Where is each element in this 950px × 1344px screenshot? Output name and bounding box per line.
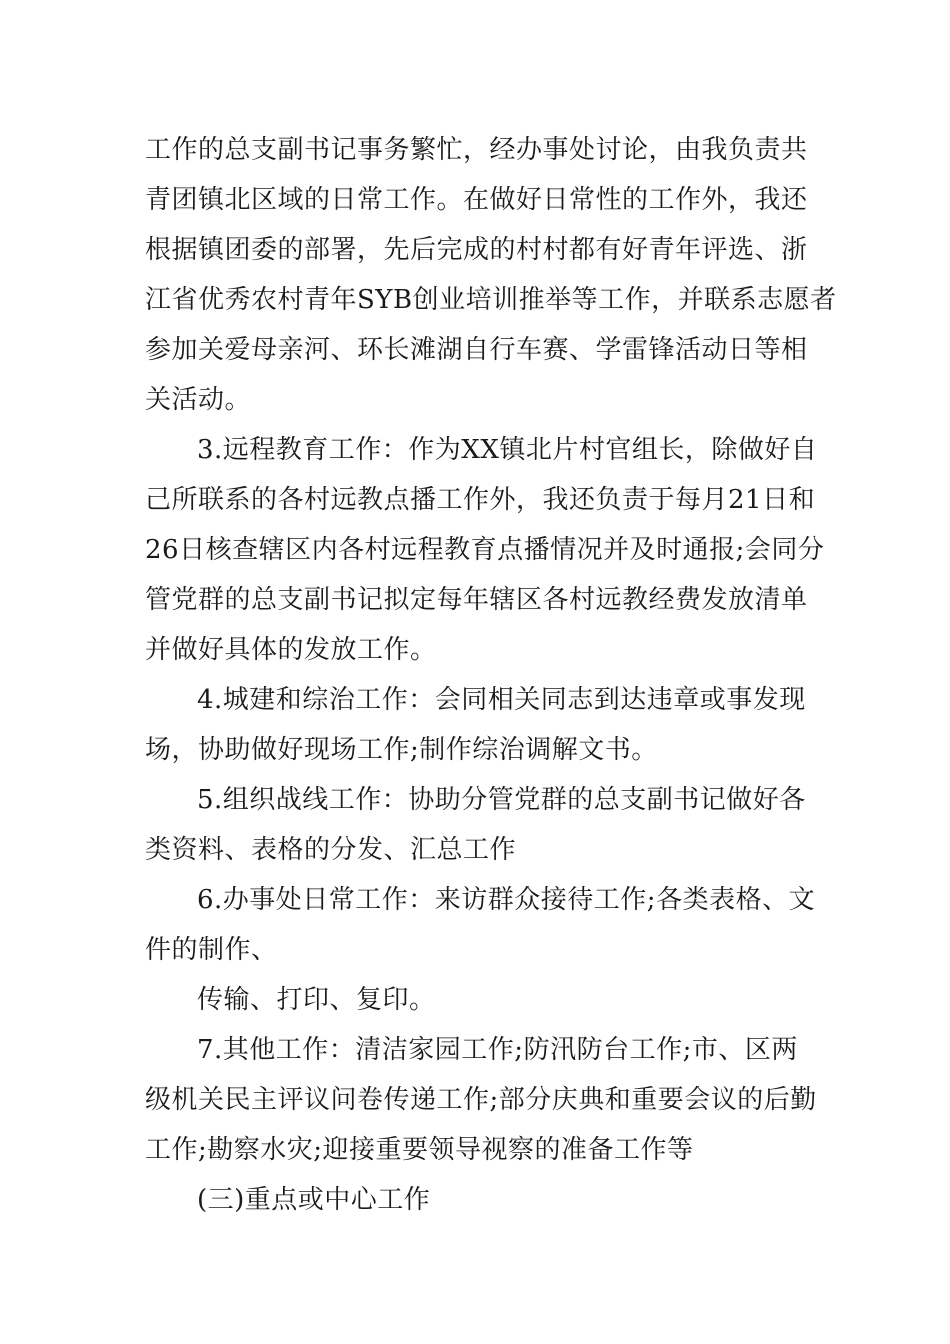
text-line: 参加关爱母亲河、环长滩湖自行车赛、学雷锋活动日等相 — [145, 335, 808, 365]
text-line: 26日核查辖区内各村远程教育点播情况并及时通报;会同分 — [145, 535, 825, 565]
text-line: 管党群的总支副书记拟定每年辖区各村远教经费发放清单 — [145, 585, 808, 615]
text-line: 关活动。 — [145, 385, 252, 415]
text-line: 3.远程教育工作：作为XX镇北片村官组长，除做好自 — [197, 435, 818, 465]
text-line: 件的制作、 — [145, 935, 278, 965]
text-line: 5.组织战线工作：协助分管党群的总支副书记做好各 — [197, 785, 806, 815]
text-line: 工作的总支副书记事务繁忙，经办事处讨论，由我负责共 — [145, 135, 808, 165]
text-line: 工作;勘察水灾;迎接重要领导视察的准备工作等 — [145, 1135, 694, 1165]
text-line: 江省优秀农村青年SYB创业培训推举等工作，并联系志愿者 — [145, 285, 837, 315]
text-line: 级机关民主评议问卷传递工作;部分庆典和重要会议的后勤 — [145, 1085, 817, 1115]
text-line: 己所联系的各村远教点播工作外，我还负责于每月21日和 — [145, 485, 816, 515]
text-line: 7.其他工作：清洁家园工作;防汛防台工作;市、区两 — [197, 1035, 798, 1065]
text-line: 场，协助做好现场工作;制作综治调解文书。 — [145, 735, 658, 765]
text-line: 根据镇团委的部署，先后完成的村村都有好青年评选、浙 — [145, 235, 808, 265]
text-line: 传输、打印、复印。 — [197, 985, 436, 1015]
text-line: 4.城建和综治工作：会同相关同志到达违章或事发现 — [197, 685, 806, 715]
text-line: 并做好具体的发放工作。 — [145, 635, 437, 665]
text-line: 青团镇北区域的日常工作。在做好日常性的工作外，我还 — [145, 185, 808, 215]
section-heading: (三)重点或中心工作 — [197, 1185, 431, 1215]
text-line: 6.办事处日常工作：来访群众接待工作;各类表格、文 — [197, 885, 816, 915]
text-line: 类资料、表格的分发、汇总工作 — [145, 835, 517, 865]
